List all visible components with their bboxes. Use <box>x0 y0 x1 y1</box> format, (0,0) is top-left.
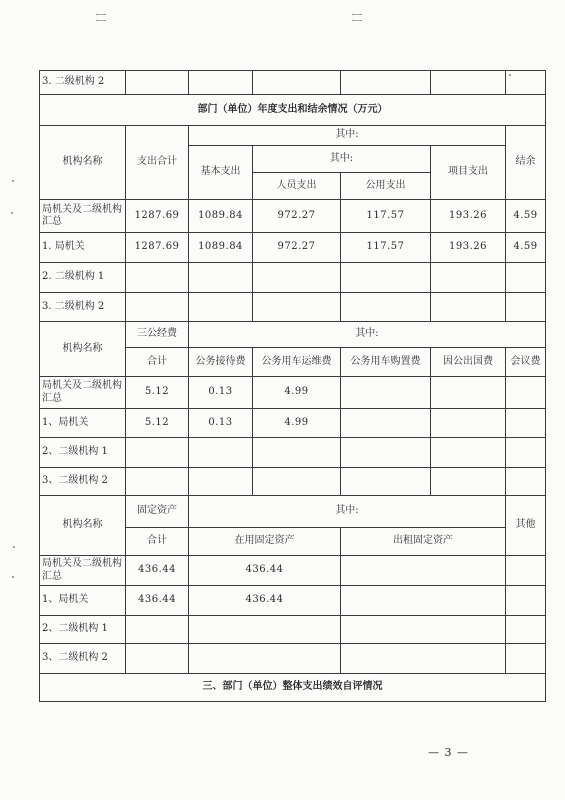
meeting-cell <box>506 377 546 409</box>
in-use-cell <box>189 644 341 674</box>
org-name-cell: 3. 二级机构 2 <box>40 293 126 322</box>
total-cell <box>126 468 189 496</box>
section-title: 三、部门（单位）整体支出绩效自评情况 <box>40 674 546 702</box>
basic-cell <box>189 263 253 293</box>
personnel-cell <box>253 293 341 322</box>
project-cell: 193.26 <box>431 233 506 263</box>
column-header-vehicle-purchase: 公务用车购置费 <box>341 348 431 377</box>
binding-mark <box>96 14 106 21</box>
column-header-total: 合计 <box>126 348 189 377</box>
abroad-cell <box>431 377 506 409</box>
balance-cell: 4.59 <box>506 233 546 263</box>
column-header-of-which: 其中: <box>189 322 546 348</box>
table-row <box>40 263 546 293</box>
column-header-balance: 结余 <box>506 126 546 200</box>
vehicle-purchase-cell <box>341 409 431 438</box>
personnel-cell: 972.27 <box>253 233 341 263</box>
org-name-cell: 局机关及二级机构汇总 <box>40 377 126 409</box>
meeting-cell <box>506 468 546 496</box>
column-header-fixed-assets: 固定资产 <box>126 496 189 528</box>
project-cell <box>431 263 506 293</box>
public-cell: 117.57 <box>341 233 431 263</box>
column-header-total: 支出合计 <box>126 126 189 200</box>
column-header-total: 合计 <box>126 528 189 556</box>
column-header-meeting: 会议费 <box>506 348 546 377</box>
column-header-vehicle-operation: 公务用车运维费 <box>253 348 341 377</box>
other-cell <box>506 586 546 616</box>
header-row <box>40 126 546 146</box>
column-header-in-use: 在用固定资产 <box>189 528 341 556</box>
reception-cell: 0.13 <box>189 377 253 409</box>
column-header-name: 机构名称 <box>40 322 126 377</box>
total-cell: 5.12 <box>126 377 189 409</box>
column-header-name: 机构名称 <box>40 496 126 556</box>
org-name-cell: 局机关及二级机构汇总 <box>40 200 126 233</box>
org-name-cell: 3、二级机构 2 <box>40 644 126 674</box>
org-name-cell: 3、二级机构 2 <box>40 468 126 496</box>
balance-cell <box>506 263 546 293</box>
org-name-cell: 3. 二级机构 2 <box>40 71 126 95</box>
balance-cell <box>506 293 546 322</box>
total-cell: 436.44 <box>126 586 189 616</box>
vehicle-operation-cell: 4.99 <box>253 377 341 409</box>
table-row <box>40 556 546 586</box>
scan-speck <box>13 546 15 548</box>
table-row <box>40 200 546 233</box>
column-header-public: 公用支出 <box>341 173 431 200</box>
table-row <box>40 438 546 468</box>
page-number: — 3 — <box>428 746 469 759</box>
header-row <box>40 322 546 348</box>
org-name-cell: 2、二级机构 1 <box>40 616 126 644</box>
table-row <box>40 293 546 322</box>
public-cell <box>341 293 431 322</box>
abroad-cell <box>431 438 506 468</box>
column-header-personnel: 人员支出 <box>253 173 341 200</box>
leased-cell <box>341 644 506 674</box>
reception-cell <box>189 438 253 468</box>
vehicle-operation-cell <box>253 468 341 496</box>
scan-speck <box>12 180 14 182</box>
basic-cell: 1089.84 <box>189 200 253 233</box>
org-name-cell: 1. 局机关 <box>40 233 126 263</box>
org-name-cell: 2. 二级机构 1 <box>40 263 126 293</box>
abroad-cell <box>431 409 506 438</box>
leased-cell <box>341 616 506 644</box>
scan-speck <box>11 212 13 214</box>
vehicle-purchase-cell <box>341 438 431 468</box>
basic-cell: 1089.84 <box>189 233 253 263</box>
scan-speck <box>12 576 14 578</box>
in-use-cell <box>189 616 341 644</box>
personnel-cell: 972.27 <box>253 200 341 233</box>
column-header-abroad: 因公出国费 <box>431 348 506 377</box>
org-name-cell: 局机关及二级机构汇总 <box>40 556 126 586</box>
in-use-cell: 436.44 <box>189 556 341 586</box>
table-row <box>40 377 546 409</box>
total-cell <box>126 616 189 644</box>
column-header-basic: 基本支出 <box>189 146 253 200</box>
vehicle-purchase-cell <box>341 468 431 496</box>
table-row <box>40 233 546 263</box>
abroad-cell <box>431 468 506 496</box>
vehicle-operation-cell <box>253 438 341 468</box>
personnel-cell <box>253 263 341 293</box>
vehicle-operation-cell: 4.99 <box>253 409 341 438</box>
table-row <box>40 71 546 95</box>
column-header-reception: 公务接待费 <box>189 348 253 377</box>
table-row <box>40 586 546 616</box>
table-row <box>40 616 546 644</box>
org-name-cell: 1、局机关 <box>40 586 126 616</box>
reception-cell <box>189 468 253 496</box>
other-cell <box>506 556 546 586</box>
public-cell <box>341 263 431 293</box>
total-cell <box>126 263 189 293</box>
budget-table <box>39 70 546 702</box>
org-name-cell: 2、二级机构 1 <box>40 438 126 468</box>
total-cell: 5.12 <box>126 409 189 438</box>
other-cell <box>506 644 546 674</box>
basic-cell <box>189 293 253 322</box>
section-title-row <box>40 95 546 126</box>
section-title: 部门（单位）年度支出和结余情况（万元） <box>40 95 546 126</box>
reception-cell: 0.13 <box>189 409 253 438</box>
other-cell <box>506 616 546 644</box>
total-cell <box>126 438 189 468</box>
project-cell <box>431 293 506 322</box>
vehicle-purchase-cell <box>341 377 431 409</box>
column-header-leased: 出租固定资产 <box>341 528 506 556</box>
header-row <box>40 496 546 528</box>
balance-cell: 4.59 <box>506 200 546 233</box>
table-row <box>40 468 546 496</box>
column-header-three-public: 三公经费 <box>126 322 189 348</box>
total-cell: 1287.69 <box>126 233 189 263</box>
column-header-project: 项目支出 <box>431 146 506 200</box>
column-header-of-which: 其中: <box>189 126 506 146</box>
column-header-of-which: 其中: <box>253 146 431 173</box>
column-header-other: 其他 <box>506 496 546 556</box>
public-cell: 117.57 <box>341 200 431 233</box>
project-cell: 193.26 <box>431 200 506 233</box>
table-row <box>40 409 546 438</box>
leased-cell <box>341 556 506 586</box>
total-cell <box>126 644 189 674</box>
total-cell <box>126 293 189 322</box>
leased-cell <box>341 586 506 616</box>
column-header-name: 机构名称 <box>40 126 126 200</box>
total-cell: 436.44 <box>126 556 189 586</box>
meeting-cell <box>506 438 546 468</box>
total-cell: 1287.69 <box>126 200 189 233</box>
table-row <box>40 644 546 674</box>
column-header-of-which: 其中: <box>189 496 506 528</box>
meeting-cell <box>506 409 546 438</box>
in-use-cell: 436.44 <box>189 586 341 616</box>
org-name-cell: 1、局机关 <box>40 409 126 438</box>
binding-mark <box>352 14 362 21</box>
section-title-row <box>40 674 546 702</box>
